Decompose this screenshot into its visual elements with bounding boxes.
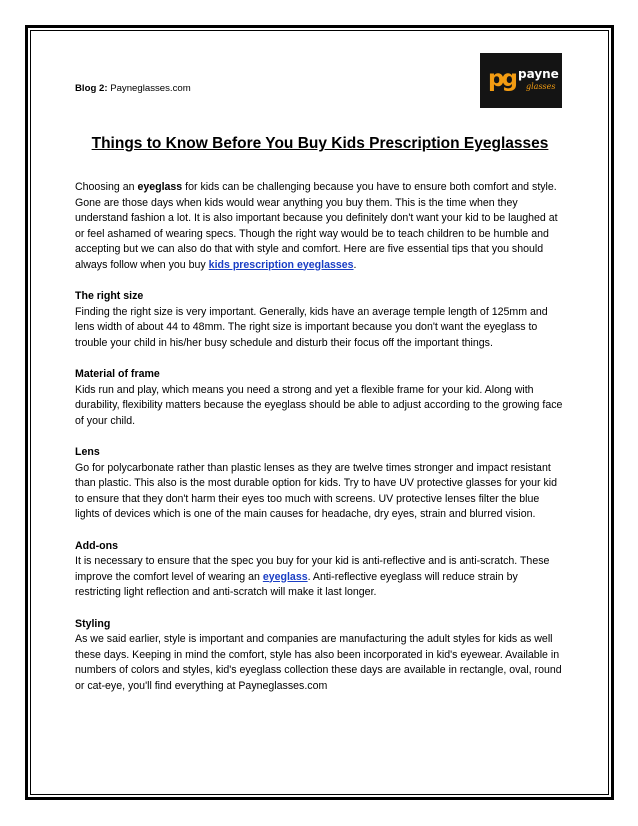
blog-label: Blog 2: (75, 83, 108, 94)
logo-mark: pg (488, 66, 515, 92)
intro-text-2: for kids can be challenging because you have to ensure both comfort and style. Gone are those days when kids would wear anything you buy them. This is the time when they understand fashion a lot. It is also important because you definitely don't want your kid to be laughed at or feel ashamed of wearing specs. Though the right way would be to teach children to be humble and accepting but we can also do that with style and comfort. Here are five essential tips that you should always follow when you buy (75, 181, 558, 271)
blog-site: Payneglasses.com (110, 83, 191, 94)
kids-prescription-eyeglasses-link[interactable]: kids prescription eyeglasses (208, 258, 354, 271)
section-body: Kids run and play, which means you need a strong and yet a flexible frame for your kid. Along with durability, flexibility matters because the eyeglass should be able to adjust according to the growing face of your child. (75, 383, 563, 427)
payne-glasses-logo (480, 53, 562, 108)
section-body: As we said earlier, style is important and companies are manufacturing the adult styles for kids as well these days. Keeping in mind the comfort, style has also been incorporated in kid's eyewear. Available in numbers of colors and styles, kid's eyeglass collection these days are available in rectangle, oval, round or cat-eye, you'll find everything at Payneglasses.com (75, 633, 562, 692)
section-heading: Add-ons (75, 539, 118, 552)
article-body (75, 180, 565, 710)
section-styling (75, 617, 565, 695)
intro-paragraph (75, 180, 565, 273)
section-right-size (75, 289, 565, 351)
eyeglass-link[interactable]: eyeglass (262, 570, 308, 583)
logo-word: payne (518, 67, 559, 81)
section-body: Go for polycarbonate rather than plastic lenses as they are twelve times stronger and impact resistant than plastic. This also is the most durable option for kids. Try to have UV protective glasses for your kid to ensure that they don't harm their eyes too much with screens. UV protective lenses filter the blue lights of devices which is one of the main causes for headache, dry eyes, strain and blurred vision. (75, 461, 558, 520)
section-body (75, 554, 565, 601)
addons-text-1: It is necessary to ensure that the spec you buy for your kid is anti-reflective and is anti-scratch. These improve the comfort level of wearing an (75, 555, 550, 583)
blog-header (75, 83, 191, 94)
section-lens (75, 445, 565, 523)
section-heading: The right size (75, 290, 144, 302)
addons-text-2: . Anti-reflective eyeglass will reduce strain by restricting light reflection and anti-scratch will make it last longer. (75, 570, 518, 598)
section-heading: Styling (75, 617, 111, 630)
intro-bold-eyeglass: eyeglass (137, 181, 183, 193)
section-material-of-frame (75, 367, 565, 429)
logo-sub: glasses (526, 82, 556, 91)
section-heading: Material of frame (75, 368, 160, 380)
intro-text-3: . (353, 258, 357, 271)
section-add-ons (75, 539, 565, 601)
section-body: Finding the right size is very important. Generally, kids have an average temple length of 125mm and lens width of about 44 to 48mm. The right size is important because you don't want the eyeglass to trouble your child in his/her busy schedule and disturb their focus off the important things. (75, 305, 548, 349)
section-heading: Lens (75, 446, 100, 458)
intro-text-1: Choosing an (75, 181, 138, 193)
article-title: Things to Know Before You Buy Kids Prescription Eyeglasses (91, 135, 549, 152)
